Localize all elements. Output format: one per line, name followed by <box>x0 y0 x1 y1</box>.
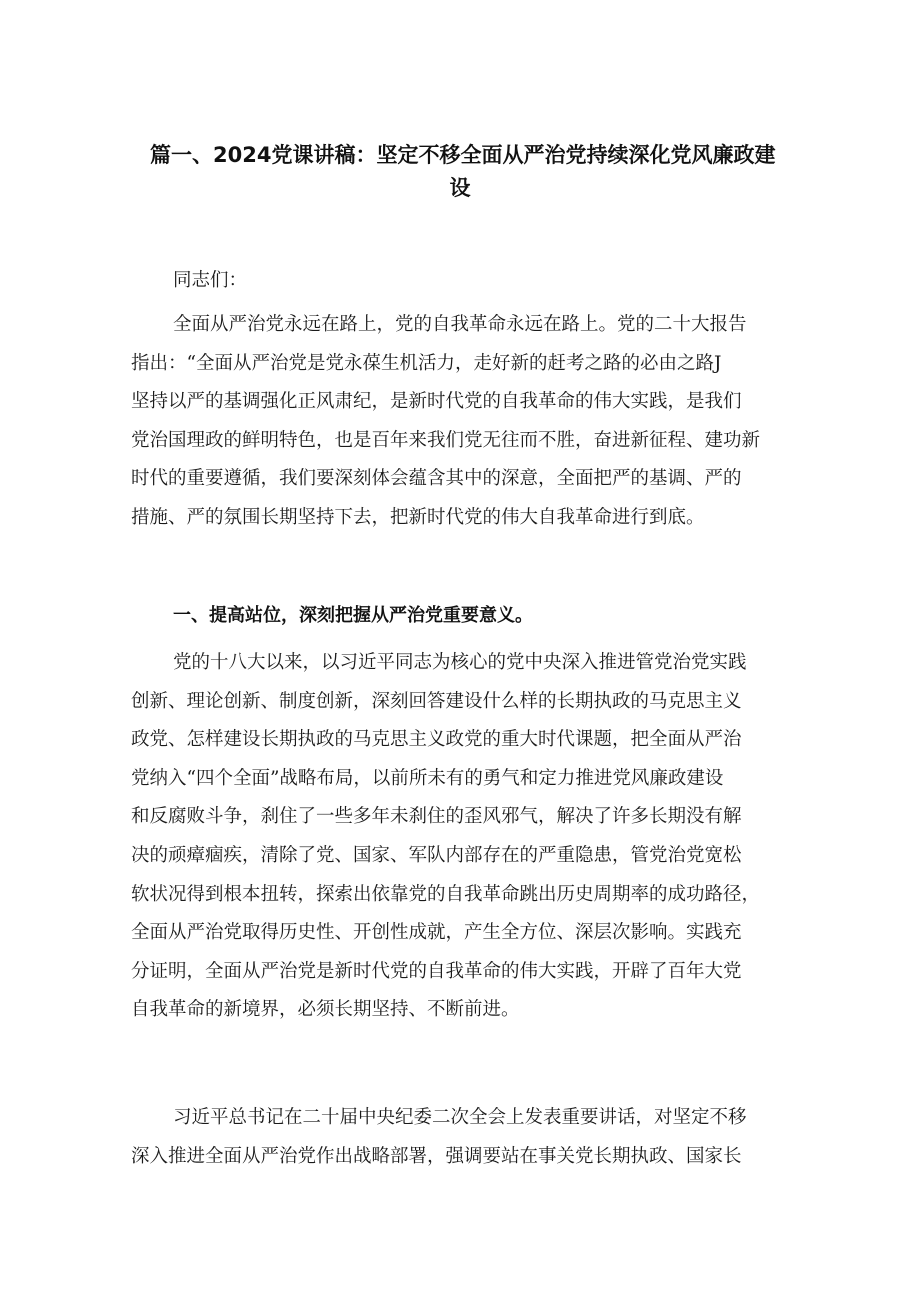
paragraph-line: 坚持以严的基调强化正风肃纪，是新时代党的自我革命的伟大实践，是我们 <box>131 391 742 413</box>
salutation <box>131 262 795 301</box>
paragraph-line: 全面从严治党永远在路上，党的自我革命永远在路上。党的二十大报告 <box>173 314 747 335</box>
document-title-line-2: 设 <box>449 176 471 200</box>
paragraph-line: 深入推进全面从严治党作出战略部署，强调要站在事关党长期执政、国家长 <box>131 1145 742 1167</box>
paragraph-line: 政党、怎样建设长期执政的马克思主义政党的重大时代课题，把全面从严治 <box>131 729 742 751</box>
document-title-line-1: 篇一、2024党课讲稿：坚定不移全面从严治党持续深化党风廉政建 <box>150 143 776 167</box>
salutation-text: 同志们： <box>173 270 248 291</box>
paragraph-line: 决的顽瘴痼疾，清除了党、国家、军队内部存在的严重隐患，管党治党宽松 <box>131 844 742 866</box>
paragraph-line: 软状况得到根本扭转，探索出依靠党的自我革命跳出历史周期率的成功路径， <box>131 883 761 905</box>
section-heading-1 <box>131 597 795 636</box>
paragraph-line: 分证明，全面从严治党是新时代党的自我革命的伟大实践，开辟了百年大党 <box>131 960 742 982</box>
paragraph-3 <box>131 1099 795 1176</box>
paragraph-line: 和反腐败斗争，刹住了一些多年未刹住的歪风邪气，解决了许多长期没有解 <box>131 806 742 828</box>
paragraph-line: 自我革命的新境界，必须长期坚持、不断前进。 <box>131 999 520 1021</box>
paragraph-line: 全面从严治党取得历史性、开创性成就，产生全方位、深层次影响。实践充 <box>131 922 742 944</box>
paragraph-line: 时代的重要遵循，我们要深刻体会蕴含其中的深意，全面把严的基调、严的 <box>131 468 742 490</box>
paragraph-2 <box>131 644 795 1030</box>
paragraph-line: 习近平总书记在二十届中央纪委二次全会上发表重要讲话，对坚定不移 <box>173 1107 747 1128</box>
paragraph-1 <box>131 306 795 538</box>
section-heading-text: 一、提高站位，深刻把握从严治党重要意义。 <box>173 605 533 626</box>
paragraph-line: 党的十八大以来，以习近平同志为核心的党中央深入推进管党治党实践 <box>173 652 747 673</box>
paragraph-line: 党纳入“四个全面”战略布局，以前所未有的勇气和定力推进党风廉政建设 <box>131 767 724 789</box>
paragraph-line: 指出：“全面从严治党是党永葆生机活力，走好新的赶考之路的必由之路J <box>131 352 722 374</box>
paragraph-line: 党治国理政的鲜明特色，也是百年来我们党无往而不胜，奋进新征程、建功新 <box>131 429 761 451</box>
paragraph-line: 措施、严的氛围长期坚持下去，把新时代党的伟大自我革命进行到底。 <box>131 506 705 528</box>
paragraph-line: 创新、理论创新、制度创新，深刻回答建设什么样的长期执政的马克思主义 <box>131 690 742 712</box>
